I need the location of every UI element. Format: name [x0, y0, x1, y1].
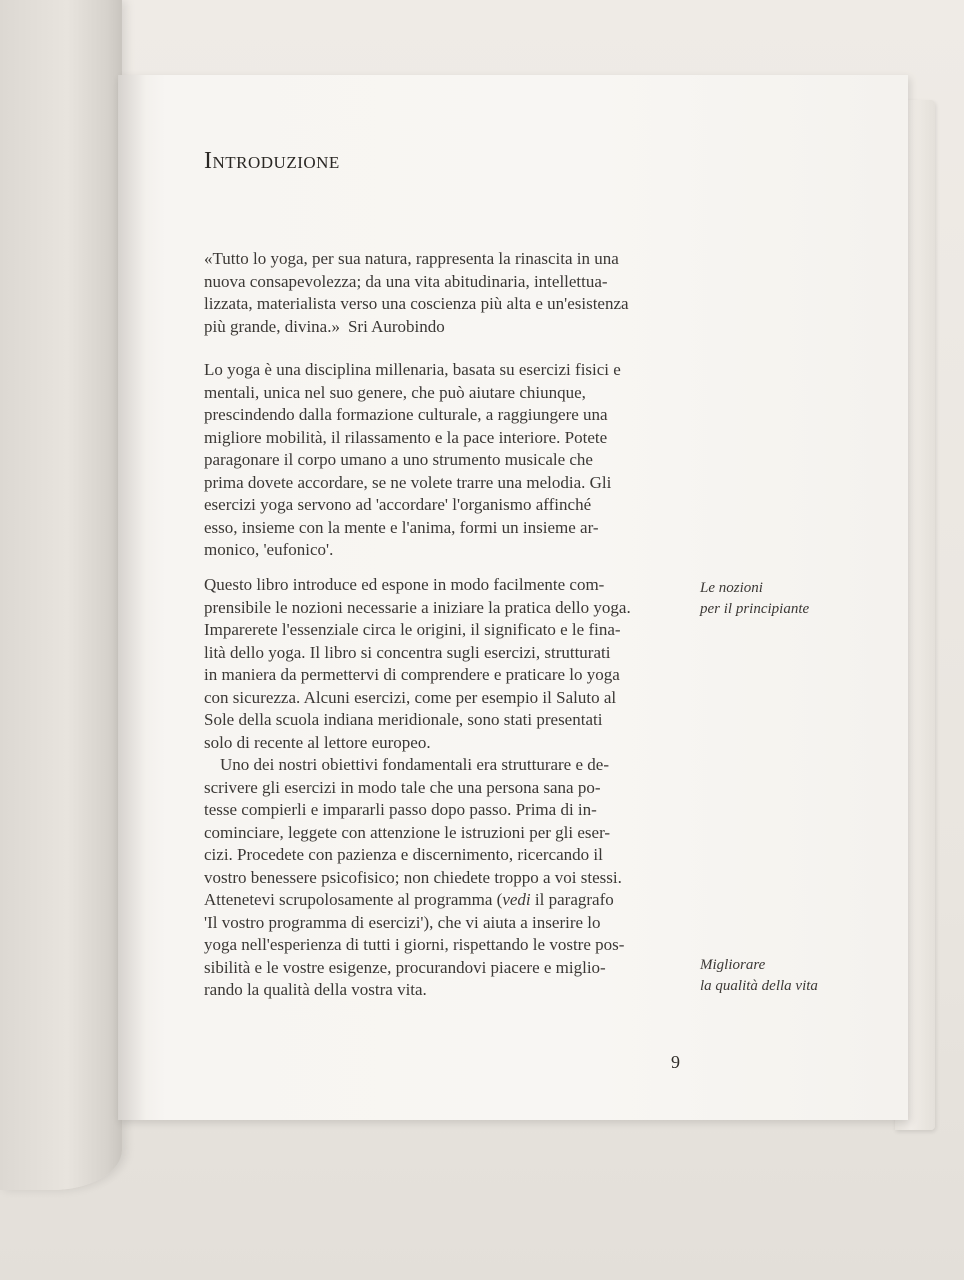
paragraph-line: migliore mobilità, il rilassamento e la pace interiore. Potete	[204, 427, 608, 447]
paragraph-line: prima dovete accordare, se ne volete trarre una melodia. Gli	[204, 472, 612, 492]
paragraph-line: solo di recente al lettore europeo.	[204, 732, 431, 752]
paragraph-line: con sicurezza. Alcuni esercizi, come per esempio il Saluto al	[204, 687, 617, 707]
paragraph-line: tesse compierli e impararli passo dopo passo. Prima di in-	[204, 800, 597, 819]
paragraph-line: prensibile le nozioni necessarie a iniziare la pratica dello yoga.	[204, 597, 631, 617]
margin-note-line: Le nozioni	[700, 580, 763, 596]
margin-note-quality-of-life	[700, 955, 875, 997]
paragraph-line: mentali, unica nel suo genere, che può aiutare chiunque,	[204, 382, 586, 402]
margin-note-beginner	[700, 578, 875, 620]
quote-line: «Tutto lo yoga, per sua natura, rappresenta la rinascita in una	[204, 249, 619, 268]
quote-line: lizzata, materialista verso una coscienza più alta e un'esistenza	[204, 294, 629, 313]
paragraph-line: monico, 'eufonico'.	[204, 540, 334, 559]
left-facing-page	[0, 0, 122, 1190]
ref-text-before: Attenetevi scrupolosamente al programma (	[204, 890, 503, 909]
margin-note-line: per il principiante	[700, 601, 810, 617]
paragraph-intro	[204, 359, 684, 562]
paragraph-line: Questo libro introduce ed espone in modo facilmente com-	[204, 575, 605, 594]
paragraph-line: lità dello yoga. Il libro si concentra sugli esercizi, strutturati	[204, 642, 611, 662]
margin-note-line: Migliorare	[700, 957, 766, 973]
paragraph-line: vostro benessere psicofisico; non chiedete troppo a voi stessi.	[204, 867, 622, 887]
quote-line: nuova consapevolezza; da una vita abitudinaria, intellettua-	[204, 271, 608, 291]
page-gutter-shadow	[118, 75, 146, 1120]
paragraph-line: paragonare il corpo umano a uno strumento musicale che	[204, 450, 593, 469]
page-number: 9	[671, 1052, 680, 1072]
paragraph-book-overview	[204, 574, 684, 754]
quote-attribution: Sri Aurobindo	[347, 316, 445, 336]
margin-note-line: la qualità della vita	[700, 978, 818, 994]
paragraph-line: yoga nell'esperienza di tutti i giorni, rispettando le vostre pos-	[204, 935, 625, 954]
paragraph-line: esercizi yoga servono ad 'accordare' l'organismo affinché	[204, 495, 592, 514]
paragraph-line: Lo yoga è una disciplina millenaria, basata su esercizi fisici e	[204, 360, 621, 379]
paragraph-line: cominciare, leggete con attenzione le istruzioni per gli eser-	[204, 822, 611, 842]
quote-line-text: più grande, divina.»	[204, 316, 340, 336]
paragraph-line: 'Il vostro programma di esercizi'), che vi aiuta a inserire lo	[204, 912, 601, 932]
paragraph-objectives	[204, 754, 684, 1002]
ref-text-italic: vedi	[502, 890, 531, 909]
paragraph-line: Imparerete l'essenziale circa le origini, il significato e le fina-	[204, 620, 621, 639]
paragraph-line: scrivere gli esercizi in modo tale che una persona sana po-	[204, 777, 601, 797]
paragraph-line: Uno dei nostri obiettivi fondamentali era strutturare e de-	[220, 755, 609, 774]
paragraph-line: esso, insieme con la mente e l'anima, formi un insieme ar-	[204, 517, 599, 537]
epigraph-quote	[204, 248, 684, 338]
paragraph-line: in maniera da permettervi di comprendere e praticare lo yoga	[204, 665, 620, 684]
paragraph-line-reference	[204, 889, 684, 912]
paragraph-line: Sole della scuola indiana meridionale, sono stati presentati	[204, 710, 603, 729]
paragraph-line: rando la qualità della vostra vita.	[204, 980, 427, 999]
paragraph-line: sibilità e le vostre esigenze, procurandovi piacere e miglio-	[204, 957, 606, 977]
paragraph-line: cizi. Procedete con pazienza e discernimento, ricercando il	[204, 845, 603, 864]
quote-line	[204, 316, 684, 339]
chapter-title: Introduzione	[204, 148, 340, 174]
ref-text-after: il paragrafo	[530, 890, 614, 909]
paragraph-line: prescindendo dalla formazione culturale, a raggiungere una	[204, 405, 608, 424]
